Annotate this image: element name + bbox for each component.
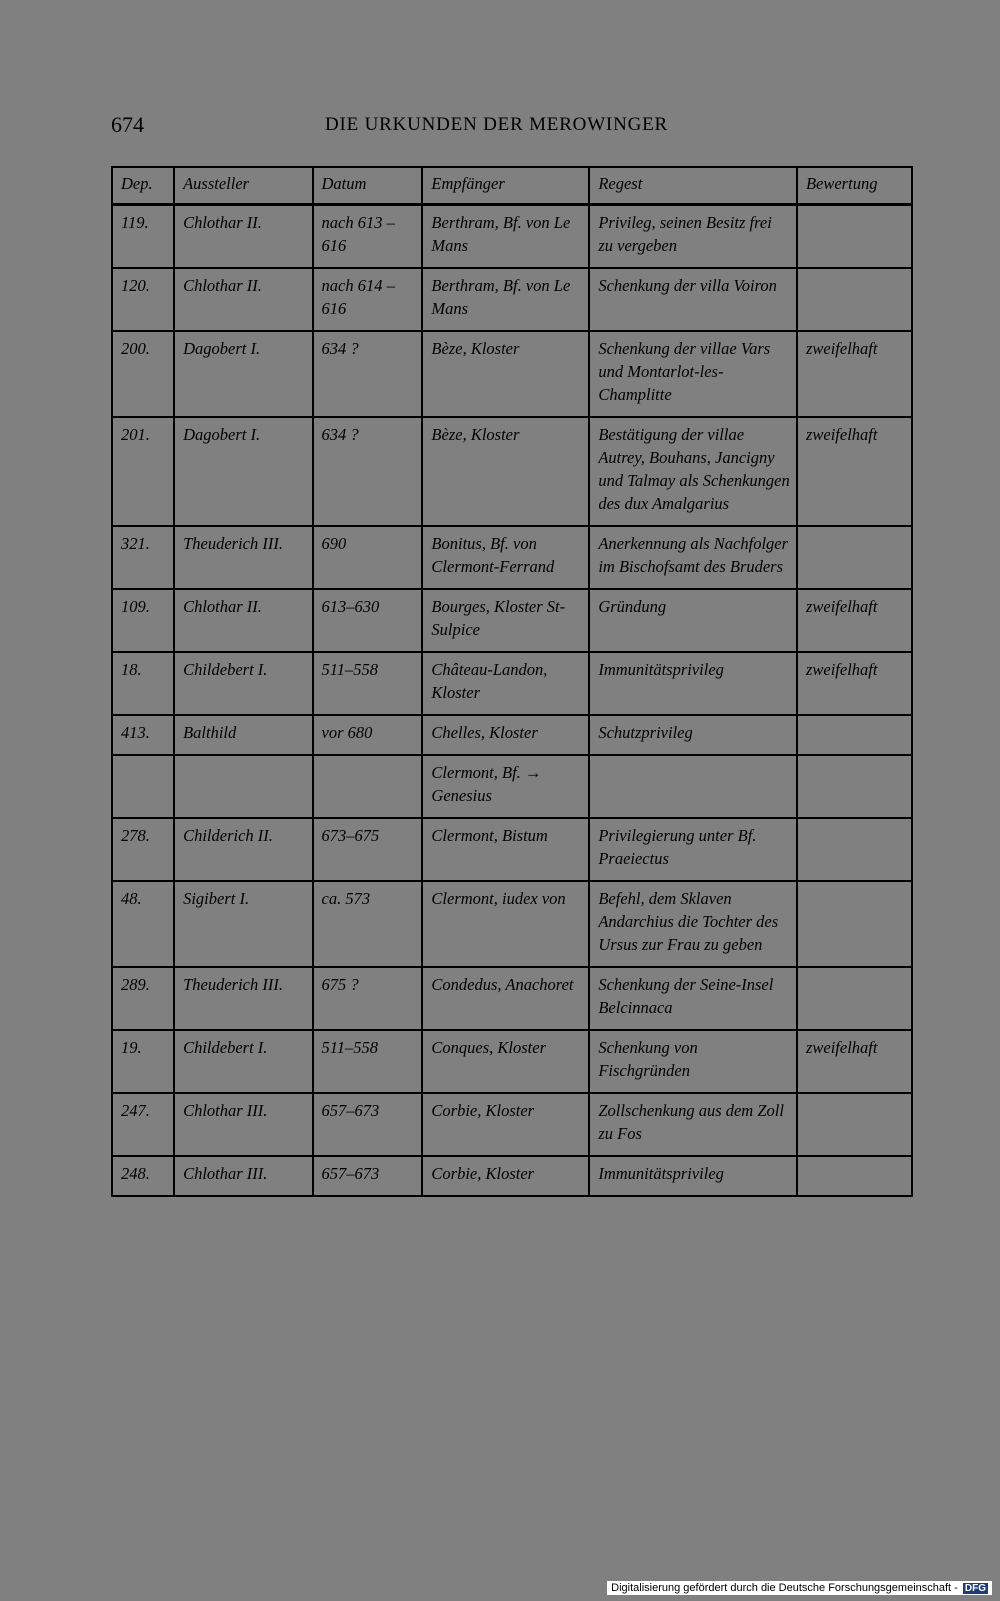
cell-aussteller: Balthild — [174, 715, 312, 755]
cell-aussteller: Chlothar III. — [174, 1093, 312, 1156]
cell-regest: Schutzprivileg — [589, 715, 797, 755]
cell-datum: ca. 573 — [313, 881, 423, 967]
cell-regest: Immunitätsprivileg — [589, 1156, 797, 1196]
cell-bewertung — [797, 818, 912, 881]
cell-empfaenger: Clermont, Bf. → Genesius — [422, 755, 589, 818]
cell-empfaenger: Corbie, Kloster — [422, 1156, 589, 1196]
cell-empfaenger: Condedus, Anachoret — [422, 967, 589, 1030]
cell-empfaenger: Berthram, Bf. von Le Mans — [422, 205, 589, 269]
cell-aussteller: Sigibert I. — [174, 881, 312, 967]
cell-empfaenger: Bourges, Kloster St-Sulpice — [422, 589, 589, 652]
cell-regest: Befehl, dem Sklaven Andarchius die Tochter des Ursus zur Frau zu geben — [589, 881, 797, 967]
cell-regest: Gründung — [589, 589, 797, 652]
cell-dep: 18. — [112, 652, 174, 715]
cell-empfaenger: Bèze, Kloster — [422, 417, 589, 526]
column-header-empfaenger: Empfänger — [422, 167, 589, 205]
cell-regest: Immunitätsprivileg — [589, 652, 797, 715]
cell-aussteller: Childebert I. — [174, 652, 312, 715]
cell-bewertung: zweifelhaft — [797, 652, 912, 715]
cell-empfaenger: Conques, Kloster — [422, 1030, 589, 1093]
cell-bewertung — [797, 1156, 912, 1196]
cell-empfaenger: Chelles, Kloster — [422, 715, 589, 755]
cell-dep: 120. — [112, 268, 174, 331]
cell-regest: Privilegierung unter Bf. Praeiectus — [589, 818, 797, 881]
cell-regest: Privileg, seinen Besitz frei zu vergeben — [589, 205, 797, 269]
table-row — [112, 715, 912, 755]
cell-dep: 119. — [112, 205, 174, 269]
cell-dep: 48. — [112, 881, 174, 967]
cell-datum: 675 ? — [313, 967, 423, 1030]
cell-empfaenger: Château-Landon, Kloster — [422, 652, 589, 715]
table-row — [112, 526, 912, 589]
cell-aussteller: Dagobert I. — [174, 331, 312, 417]
cell-dep: 248. — [112, 1156, 174, 1196]
cell-dep: 289. — [112, 967, 174, 1030]
cell-regest: Zollschenkung aus dem Zoll zu Fos — [589, 1093, 797, 1156]
cell-regest: Schenkung der Seine-Insel Belcinnaca — [589, 967, 797, 1030]
cell-bewertung — [797, 967, 912, 1030]
table-row — [112, 268, 912, 331]
cell-bewertung — [797, 1093, 912, 1156]
cell-aussteller: Childebert I. — [174, 1030, 312, 1093]
cell-datum: 634 ? — [313, 331, 423, 417]
charters-table — [111, 166, 913, 1197]
table-row — [112, 589, 912, 652]
cell-empfaenger: Bèze, Kloster — [422, 331, 589, 417]
cell-regest: Anerkennung als Nachfolger im Bischofsamt des Bruders — [589, 526, 797, 589]
cell-aussteller: Theuderich III. — [174, 967, 312, 1030]
cell-aussteller: Chlothar II. — [174, 589, 312, 652]
digitization-credit — [607, 1581, 992, 1595]
cell-datum: 657–673 — [313, 1093, 423, 1156]
cell-dep: 201. — [112, 417, 174, 526]
cell-regest: Bestätigung der villae Autrey, Bouhans, Jancigny und Talmay als Schenkungen des dux Amalgarius — [589, 417, 797, 526]
cell-aussteller: Chlothar II. — [174, 205, 312, 269]
cell-regest: Schenkung von Fischgründen — [589, 1030, 797, 1093]
column-header-datum: Datum — [313, 167, 423, 205]
column-header-dep: Dep. — [112, 167, 174, 205]
table-row — [112, 967, 912, 1030]
cell-dep: 413. — [112, 715, 174, 755]
cell-bewertung: zweifelhaft — [797, 1030, 912, 1093]
credit-text: Digitalisierung gefördert durch die Deutsche Forschungsgemeinschaft - — [611, 1582, 958, 1594]
cell-datum: 511–558 — [313, 652, 423, 715]
cell-regest: Schenkung der villa Voiron — [589, 268, 797, 331]
cell-dep: 247. — [112, 1093, 174, 1156]
cell-regest: Schenkung der villae Vars und Montarlot-les-Champlitte — [589, 331, 797, 417]
cell-dep — [112, 755, 174, 818]
cell-bewertung: zweifelhaft — [797, 331, 912, 417]
cell-empfaenger: Berthram, Bf. von Le Mans — [422, 268, 589, 331]
table-row — [112, 652, 912, 715]
cell-empfaenger: Bonitus, Bf. von Clermont-Ferrand — [422, 526, 589, 589]
cell-datum: 511–558 — [313, 1030, 423, 1093]
cell-bewertung: zweifelhaft — [797, 417, 912, 526]
cell-datum: 673–675 — [313, 818, 423, 881]
cell-bewertung — [797, 526, 912, 589]
cell-bewertung — [797, 715, 912, 755]
column-header-regest: Regest — [589, 167, 797, 205]
cell-datum: 634 ? — [313, 417, 423, 526]
table-row — [112, 331, 912, 417]
cell-bewertung — [797, 755, 912, 818]
cell-datum: 657–673 — [313, 1156, 423, 1196]
column-header-aussteller: Aussteller — [174, 167, 312, 205]
cell-bewertung — [797, 205, 912, 269]
cell-empfaenger: Clermont, iudex von — [422, 881, 589, 967]
cell-bewertung — [797, 268, 912, 331]
cell-datum: vor 680 — [313, 715, 423, 755]
page-number: 674 — [111, 112, 144, 137]
table-row — [112, 417, 912, 526]
cell-regest — [589, 755, 797, 818]
cell-dep: 278. — [112, 818, 174, 881]
running-title: DIE URKUNDEN DER MEROWINGER — [325, 114, 668, 135]
cell-dep: 200. — [112, 331, 174, 417]
table-row — [112, 205, 912, 269]
cell-datum: 613–630 — [313, 589, 423, 652]
table-row — [112, 1093, 912, 1156]
table-header-row — [112, 167, 912, 205]
cell-datum: nach 613 – 616 — [313, 205, 423, 269]
cell-dep: 321. — [112, 526, 174, 589]
cell-bewertung: zweifelhaft — [797, 589, 912, 652]
cell-aussteller: Childerich II. — [174, 818, 312, 881]
table-row — [112, 881, 912, 967]
cell-aussteller: Chlothar III. — [174, 1156, 312, 1196]
table-row — [112, 1030, 912, 1093]
cell-aussteller: Dagobert I. — [174, 417, 312, 526]
cell-dep: 109. — [112, 589, 174, 652]
cell-datum: 690 — [313, 526, 423, 589]
table-row — [112, 755, 912, 818]
cell-bewertung — [797, 881, 912, 967]
table-row — [112, 818, 912, 881]
dfg-logo: DFG — [964, 1583, 986, 1594]
cell-aussteller — [174, 755, 312, 818]
table-row — [112, 1156, 912, 1196]
cell-empfaenger: Corbie, Kloster — [422, 1093, 589, 1156]
cell-aussteller: Theuderich III. — [174, 526, 312, 589]
cell-datum — [313, 755, 423, 818]
cell-empfaenger: Clermont, Bistum — [422, 818, 589, 881]
cell-dep: 19. — [112, 1030, 174, 1093]
column-header-bewertung: Bewertung — [797, 167, 912, 205]
cell-aussteller: Chlothar II. — [174, 268, 312, 331]
cell-datum: nach 614 – 616 — [313, 268, 423, 331]
